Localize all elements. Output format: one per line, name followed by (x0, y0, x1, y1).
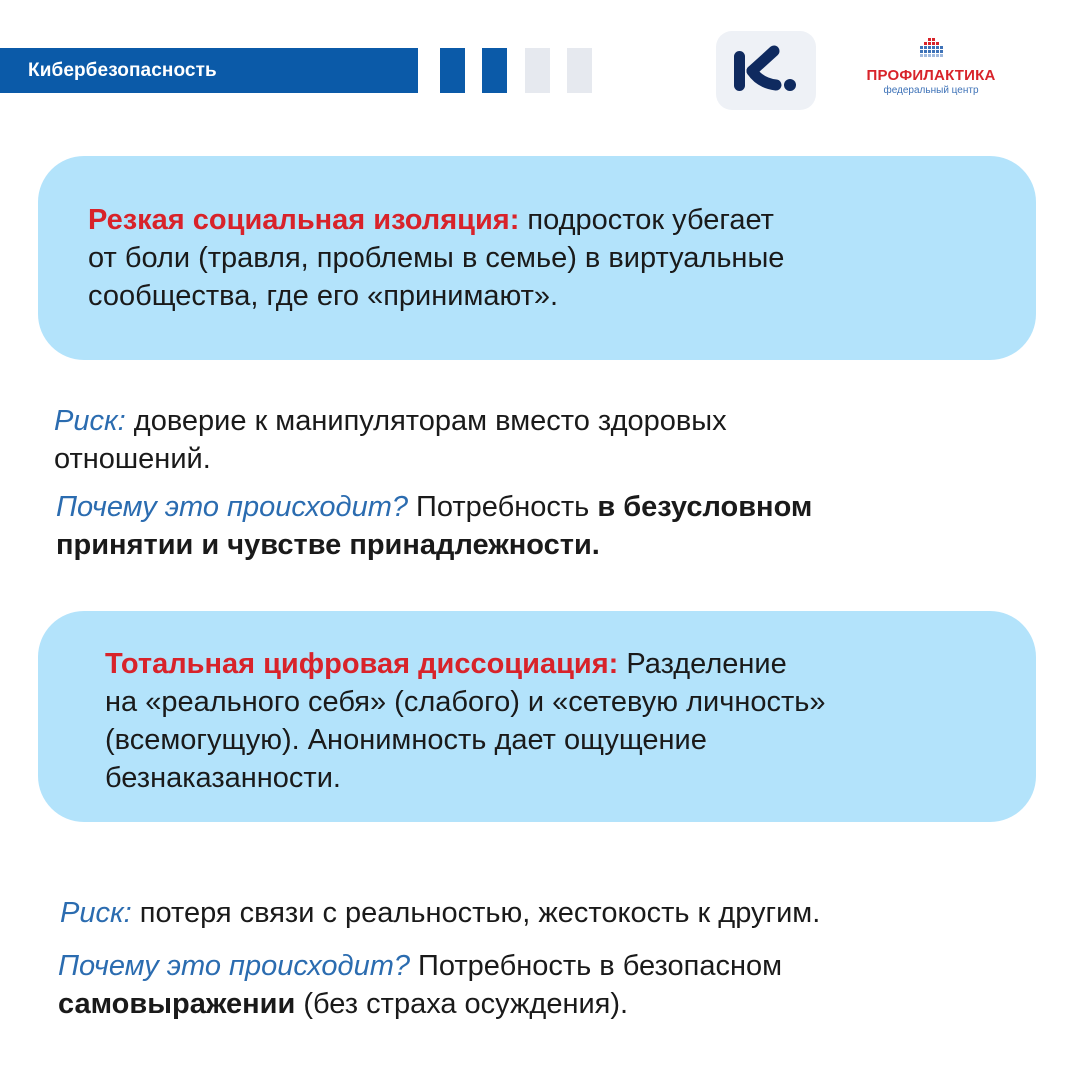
card-2-text-line: безнаказанности. (105, 762, 341, 794)
card-1-heading: Резкая социальная изоляция: (88, 204, 520, 236)
k-logo (716, 31, 816, 110)
decor-block-2 (482, 48, 507, 93)
building-grid-icon (920, 38, 944, 62)
why-text: (без страха осуждения). (295, 988, 629, 1020)
decor-block-4 (567, 48, 592, 93)
info-card-1-text (88, 201, 1008, 315)
risk-label: Риск: (60, 897, 132, 929)
section-title-bar (0, 48, 418, 93)
risk-text: потеря связи с реальностью, жестокость к другим. (131, 897, 821, 929)
profilaktika-subtitle: федеральный центр (883, 85, 979, 96)
risk-text: доверие к манипуляторам вместо здоровых (125, 405, 727, 437)
risk-label: Риск: (54, 405, 126, 437)
why-bold-text: принятии и чувстве принадлежности. (56, 529, 600, 561)
section-title: Кибербезопасность (28, 59, 217, 81)
why-bold-text: в безусловном (597, 491, 813, 523)
why-paragraph-1 (56, 488, 1046, 564)
card-2-text-line: (всемогущую). Анонимность дает ощущение (105, 724, 707, 756)
why-text: Потребность (408, 491, 598, 523)
card-1-text-line: сообщества, где его «принимают». (88, 280, 559, 312)
risk-paragraph-1 (54, 402, 1034, 478)
why-label: Почему это происходит? (56, 491, 408, 523)
why-text: Потребность в безопасном (410, 950, 783, 982)
decor-block-3 (525, 48, 550, 93)
decor-block-1 (440, 48, 465, 93)
card-2-heading: Тотальная цифровая диссоциация: (105, 648, 619, 680)
profilaktika-title: ПРОФИЛАКТИКА (866, 67, 996, 84)
card-1-text-line: от боли (травля, проблемы в семье) в виртуальные (88, 242, 785, 274)
why-bold-text: самовыражении (58, 988, 296, 1020)
profilaktika-logo (858, 38, 1004, 100)
card-1-text-line: подросток убегает (519, 204, 774, 236)
risk-text: отношений. (54, 443, 211, 475)
card-2-text-line: Разделение (618, 648, 787, 680)
card-2-text-line: на «реального себя» (слабого) и «сетевую личность» (105, 686, 826, 718)
info-card-2-text (105, 645, 1025, 797)
k-letter-logo-icon (716, 31, 816, 110)
why-paragraph-2 (58, 947, 1048, 1023)
risk-paragraph-2 (60, 894, 1050, 932)
why-label: Почему это происходит? (58, 950, 410, 982)
